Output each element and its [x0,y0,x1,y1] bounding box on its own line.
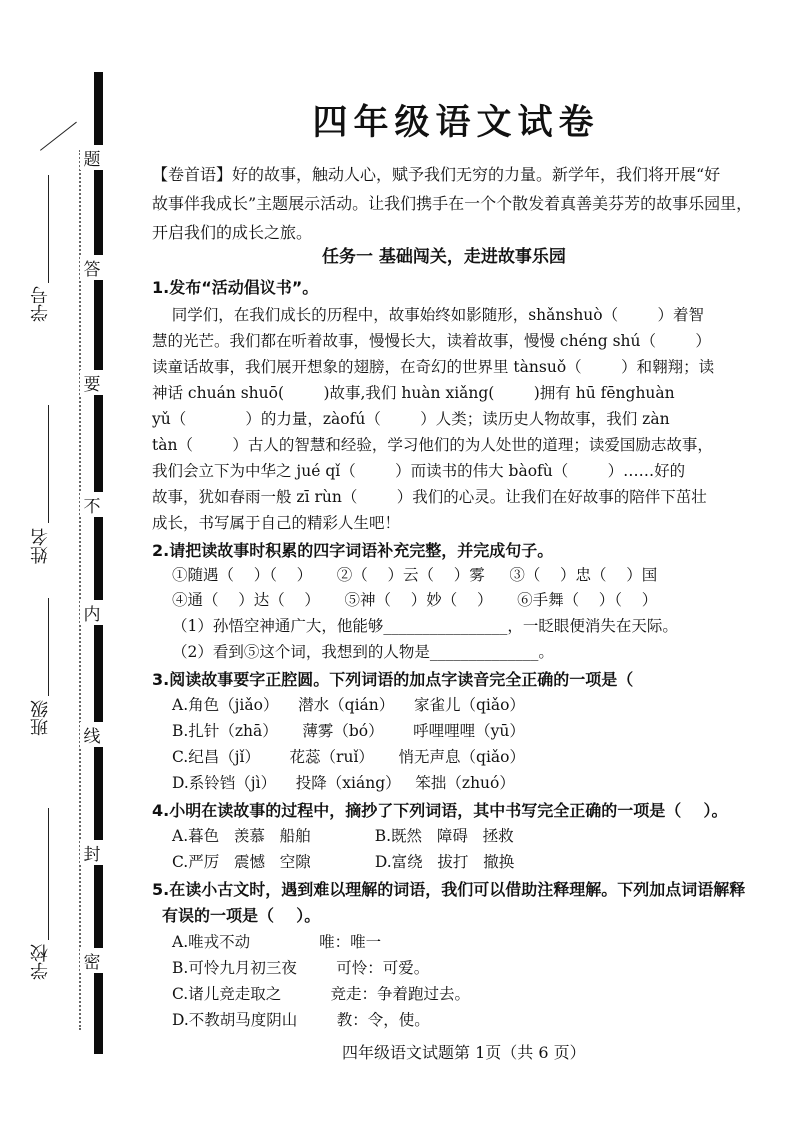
student-name-line[interactable] [48,405,49,523]
option-row: C.严厉 震憾 空隙 D.富绕 拔打 撤换 [172,853,515,871]
option-a: A.角色（jiǎo） 潜水（qián） 家雀儿（qiǎo） [172,696,525,714]
seal-char: 不 [80,492,104,517]
option-d: D.不教胡马度阴山 教：令，使。 [172,1011,430,1029]
preface-line: 开启我们的成长之旅。 [152,223,313,242]
option-row: A.暮色 羡慕 船舶 B.既然 障碍 拯救 [172,827,514,845]
seal-char: 密 [80,948,104,973]
seal-char: 内 [80,600,104,625]
header-slash [40,122,99,179]
option-b: B.扎针（zhā） 薄雾（bó） 呼哩哩哩（yū） [172,722,525,740]
seal-char: 答 [80,255,104,280]
page-footer: 四年级语文试题第 1页（共 6 页） [342,1043,586,1062]
seal-char: 要 [80,370,104,395]
q1-line: 慧的光芒。我们都在听着故事，慢慢长大，读着故事，慢慢 chéng shú（ ） [152,332,711,350]
school-label: 学校 [30,944,51,980]
seal-char: 线 [80,722,104,747]
option-b: B.可怜九月初三夜 可怜：可爱。 [172,959,430,977]
student-id-line[interactable] [48,175,49,283]
option-d: D.系铃铛（jì） 投降（xiáng） 笨拙（zhuó） [172,774,515,792]
q1-line: 成长，书写属于自己的精彩人生吧！ [152,514,401,532]
page-title: 四年级语文试卷 [312,102,600,143]
q1-line: yǔ（ ）的力量，zàofú（ ）人类；读历史人物故事，我们 zàn [152,410,670,428]
preface-line: 【卷首语】好的故事，触动人心，赋予我们无穷的力量。新学年，我们将开展“好 [152,165,721,184]
seal-char: 题 [80,145,104,170]
task-heading: 任务一 基础闯关，走进故事乐园 [322,247,566,267]
student-id-label: 学号 [30,286,51,322]
q1-line: 读童话故事，我们展开想象的翅膀，在奇幻的世界里 tànsuǒ（ ）和翱翔；读 [152,358,715,376]
idiom-row: ①随遇（ ）（ ） ②（ ）云（ ）雾 ③（ ）忠（ ）国 [172,566,658,584]
question-5-title-cont: 有误的一项是（ ）。 [162,906,321,925]
option-a: A.唯戎不动 唯：唯一 [172,933,382,951]
question-3-title: 3.阅读故事要字正腔圆。下列词语的加点字读音完全正确的一项是（ [152,670,634,689]
question-4-title: 4.小明在读故事的过程中，摘抄了下列词语，其中书写完全正确的一项是（ ）。 [152,801,728,820]
sentence-fill: （2）看到⑤这个词，我想到的人物是______________。 [172,643,554,661]
sentence-fill: （1）孙悟空神通广大，他能够________________，一眨眼便消失在天际。 [172,617,678,635]
idiom-row: ④通（ ）达（ ） ⑤神（ ）妙（ ） ⑥手舞（ ）（ ） [172,591,658,609]
binding-margin [0,0,106,1123]
binding-line [94,72,103,1054]
q1-line: 神话 chuán shuō( )故事,我们 huàn xiǎng( )拥有 hū fēnghuàn [152,384,675,402]
school-line[interactable] [48,808,49,940]
seal-char: 封 [80,840,104,865]
question-2-title: 2.请把读故事时积累的四字词语补充完整，并完成句子。 [152,541,554,560]
question-1-title: 1.发布“活动倡议书”。 [152,278,319,297]
q1-line: 我们会立下为中华之 jué qǐ（ ）而读书的伟大 bàofù（ ）……好的 [152,462,686,480]
option-c: C.诸儿竞走取之 竞走：争着跑过去。 [172,985,471,1003]
seal-dotted-line [79,150,81,1030]
class-line[interactable] [48,598,49,696]
question-5-title: 5.在读小古文时，遇到难以理解的词语，我们可以借助注释理解。下列加点词语解释 [152,880,746,899]
q1-line: 故事，犹如春雨一般 zī rùn（ ）我们的心灵。让我们在好故事的陪伴下茁壮 [152,488,707,506]
q1-line: tàn（ ）古人的智慧和经验，学习他们的为人处世的道理；读爱国励志故事， [152,436,713,454]
student-name-label: 姓名 [30,528,51,564]
preface-line: 故事伴我成长”主题展示活动。让我们携手在一个个散发着真善美芬芳的故事乐园里， [152,194,753,213]
q1-line: 同学们，在我们成长的历程中，故事始终如影随形，shǎnshuò（ ）着智 [152,306,705,324]
class-label: 班级 [30,700,51,736]
preface [152,160,778,247]
option-c: C.纪昌（jǐ） 花蕊（ruǐ） 悄无声息（qiǎo） [172,748,525,766]
